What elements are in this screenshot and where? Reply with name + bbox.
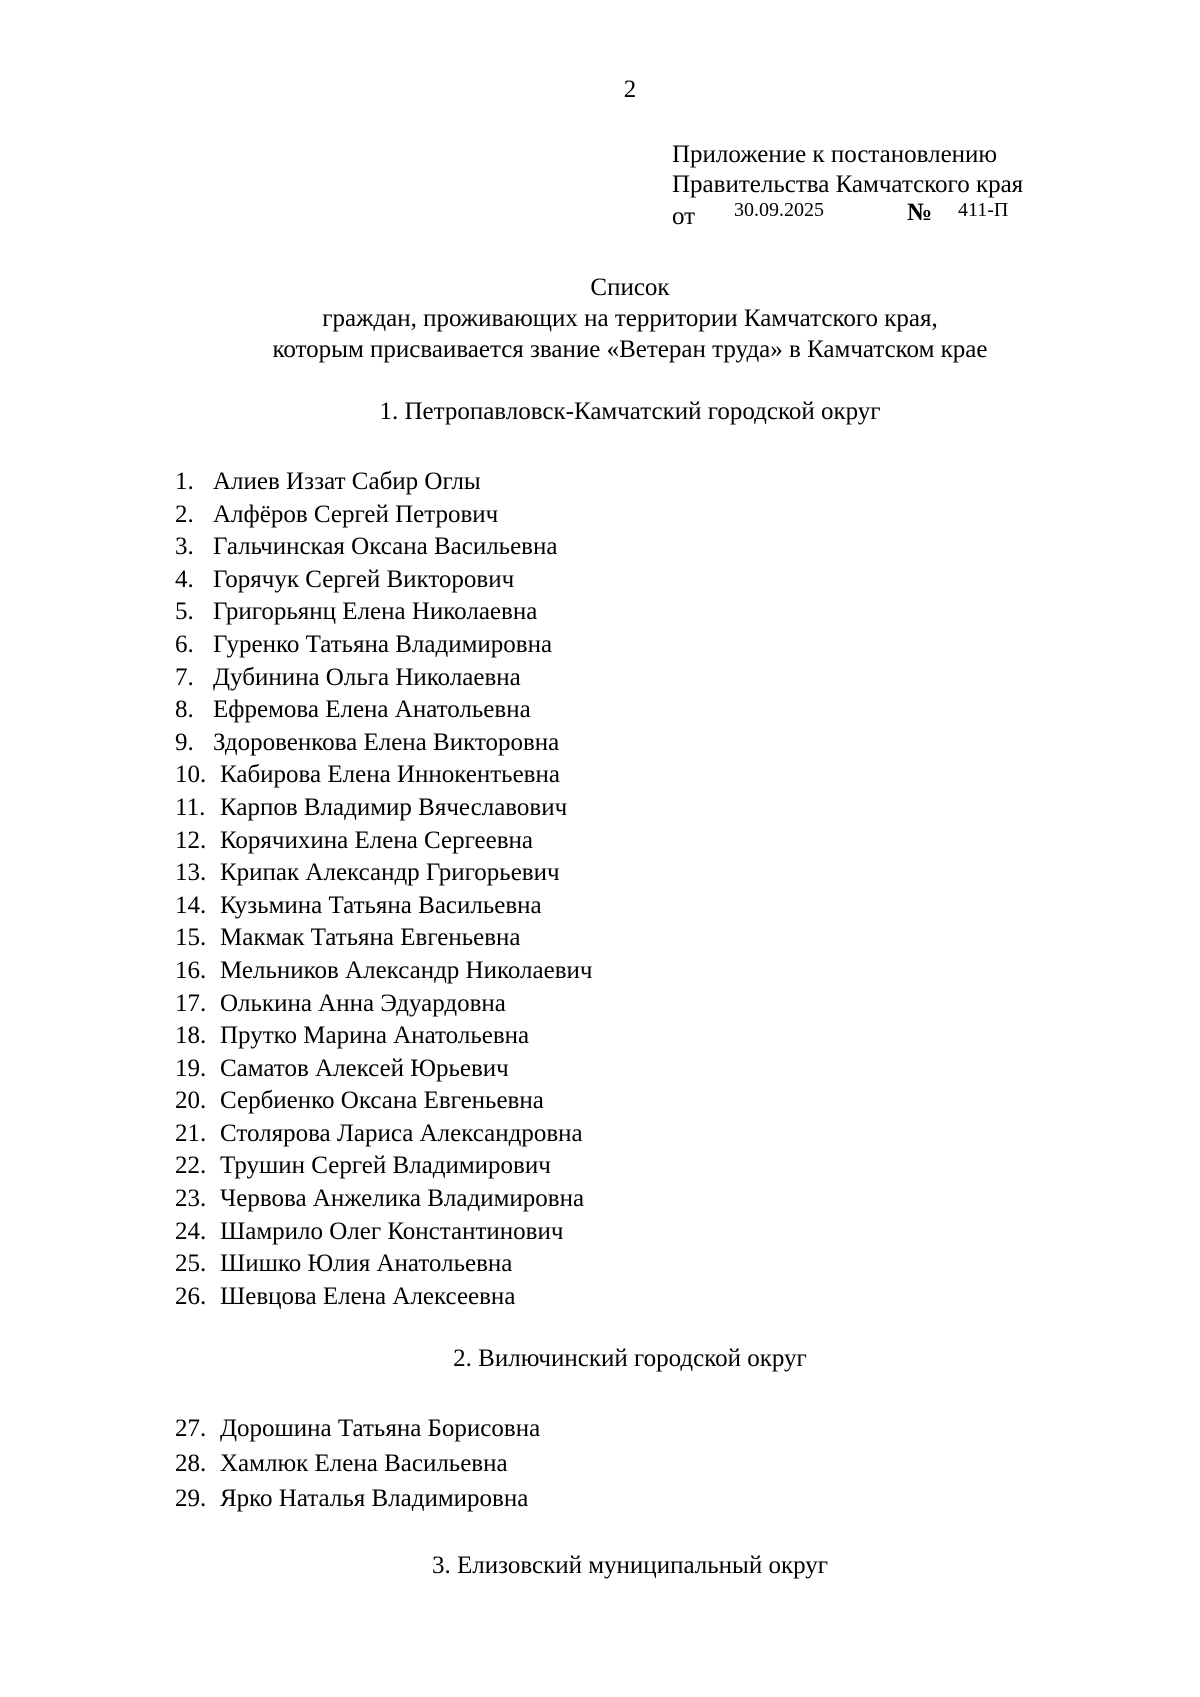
list-item xyxy=(175,1216,592,1249)
section-1-list xyxy=(175,466,592,1313)
appendix-block xyxy=(672,140,1023,230)
list-item-name: Хамлюк Елена Васильевна xyxy=(220,1450,508,1477)
list-item-name: Трушин Сергей Владимирович xyxy=(220,1152,551,1180)
list-item-number: 18. xyxy=(175,1022,207,1050)
list-item-number: 14. xyxy=(175,891,207,919)
list-item-number: 13. xyxy=(175,859,207,887)
list-item xyxy=(175,629,592,662)
list-item-name: Алфёров Сергей Петрович xyxy=(213,500,499,528)
title-line-2: граждан, проживающих на территории Камчатского края, xyxy=(322,305,938,332)
decree-number: 411-П xyxy=(958,199,1009,221)
list-item-number: 4. xyxy=(175,565,194,593)
list-item-name: Гуренко Татьяна Владимировна xyxy=(213,630,553,658)
list-item-name: Червова Анжелика Владимировна xyxy=(220,1185,585,1213)
list-item xyxy=(175,1150,592,1183)
list-item-name: Здоровенкова Елена Викторовна xyxy=(213,728,560,756)
list-item-number: 25. xyxy=(175,1250,207,1278)
list-item-name: Корячихина Елена Сергеевна xyxy=(220,826,534,854)
list-item xyxy=(175,564,592,597)
list-item-name: Горячук Сергей Викторович xyxy=(213,565,515,593)
list-item-number: 8. xyxy=(175,696,194,724)
list-item-name: Столярова Лариса Александровна xyxy=(220,1119,583,1147)
list-item xyxy=(175,1020,592,1053)
section-heading-2: 2. Вилючинский городской округ xyxy=(453,1345,807,1372)
list-item-name: Мельников Александр Николаевич xyxy=(220,956,593,984)
list-item-name: Ефремова Елена Анатольевна xyxy=(213,696,531,724)
list-item xyxy=(175,922,592,955)
ot-label: от xyxy=(672,203,696,230)
list-item-name: Саматов Алексей Юрьевич xyxy=(220,1054,509,1082)
list-item-name: Дорошина Татьяна Борисовна xyxy=(220,1415,541,1442)
list-item-name: Крипак Александр Григорьевич xyxy=(220,859,560,887)
list-item-number: 7. xyxy=(175,663,194,691)
list-item-number: 6. xyxy=(175,630,194,658)
list-item-name: Ярко Наталья Владимировна xyxy=(220,1485,529,1512)
decree-date: 30.09.2025 xyxy=(734,199,824,221)
list-item xyxy=(175,1411,540,1446)
list-item-name: Шишко Юлия Анатольевна xyxy=(220,1250,513,1278)
list-item-name: Алиев Иззат Сабир Оглы xyxy=(213,468,481,495)
decree-reference xyxy=(672,200,1023,230)
list-item xyxy=(175,988,592,1021)
list-item-number: 28. xyxy=(175,1450,207,1477)
list-item xyxy=(175,662,592,695)
document-title xyxy=(0,272,1200,365)
list-item-number: 11. xyxy=(175,793,206,821)
appendix-line-1: Приложение к постановлению xyxy=(672,141,998,168)
list-item-number: 17. xyxy=(175,989,207,1017)
list-item xyxy=(175,955,592,988)
list-item-number: 20. xyxy=(175,1087,207,1115)
list-item-name: Карпов Владимир Вячеславович xyxy=(220,793,568,821)
list-item-number: 24. xyxy=(175,1217,207,1245)
list-item xyxy=(175,531,592,564)
list-item xyxy=(175,1248,592,1281)
list-item-number: 5. xyxy=(175,598,194,626)
list-item xyxy=(175,792,592,825)
list-item-number: 3. xyxy=(175,533,194,561)
list-item-number: 12. xyxy=(175,826,207,854)
list-item-name: Григорьянц Елена Николаевна xyxy=(213,598,538,626)
page-number: 2 xyxy=(623,76,637,103)
list-item xyxy=(175,694,592,727)
list-item-number: 21. xyxy=(175,1119,207,1147)
list-item xyxy=(175,727,592,760)
list-item-number: 22. xyxy=(175,1152,207,1180)
list-item xyxy=(175,1183,592,1216)
list-item-name: Дубинина Ольга Николаевна xyxy=(213,663,521,691)
list-item xyxy=(175,499,592,532)
list-item-name: Шевцова Елена Алексеевна xyxy=(220,1282,516,1310)
list-item-number: 2. xyxy=(175,500,194,528)
list-item xyxy=(175,825,592,858)
list-item-number: 26. xyxy=(175,1282,207,1310)
list-item xyxy=(175,759,592,792)
appendix-line-2: Правительства Камчатского края xyxy=(672,171,1024,198)
title-line-3: которым присваивается звание «Ветеран труда» в Камчатском крае xyxy=(272,336,988,363)
list-item xyxy=(175,890,592,923)
list-item xyxy=(175,1053,592,1086)
list-item xyxy=(175,1281,592,1314)
list-item xyxy=(175,1446,540,1481)
title-line-1: Список xyxy=(590,274,670,301)
list-item-name: Олькина Анна Эдуардовна xyxy=(220,989,506,1017)
list-item-name: Макмак Татьяна Евгеньевна xyxy=(220,924,521,952)
list-item xyxy=(175,857,592,890)
list-item-number: 10. xyxy=(175,761,207,789)
list-item xyxy=(175,596,592,629)
list-item-number: 1. xyxy=(175,468,194,495)
list-item-name: Прутко Марина Анатольевна xyxy=(220,1022,530,1050)
list-item-name: Сербиенко Оксана Евгеньевна xyxy=(220,1087,544,1115)
number-sign: № xyxy=(907,199,933,226)
list-item-number: 29. xyxy=(175,1485,207,1512)
list-item xyxy=(175,466,592,499)
list-item xyxy=(175,1481,540,1516)
list-item-number: 9. xyxy=(175,728,194,756)
list-item-number: 15. xyxy=(175,924,207,952)
list-item xyxy=(175,1085,592,1118)
section-heading-1: 1. Петропавловск-Камчатский городской округ xyxy=(379,398,881,425)
list-item-number: 23. xyxy=(175,1185,207,1213)
list-item-name: Гальчинская Оксана Васильевна xyxy=(213,533,558,561)
list-item-name: Шамрило Олег Константинович xyxy=(220,1217,564,1245)
list-item-number: 16. xyxy=(175,956,207,984)
list-item-name: Кузьмина Татьяна Васильевна xyxy=(220,891,542,919)
section-2-list xyxy=(175,1411,540,1516)
list-item xyxy=(175,1118,592,1151)
section-heading-3: 3. Елизовский муниципальный округ xyxy=(431,1552,829,1579)
list-item-number: 27. xyxy=(175,1415,207,1442)
list-item-name: Кабирова Елена Иннокентьевна xyxy=(220,761,560,789)
list-item-number: 19. xyxy=(175,1054,207,1082)
